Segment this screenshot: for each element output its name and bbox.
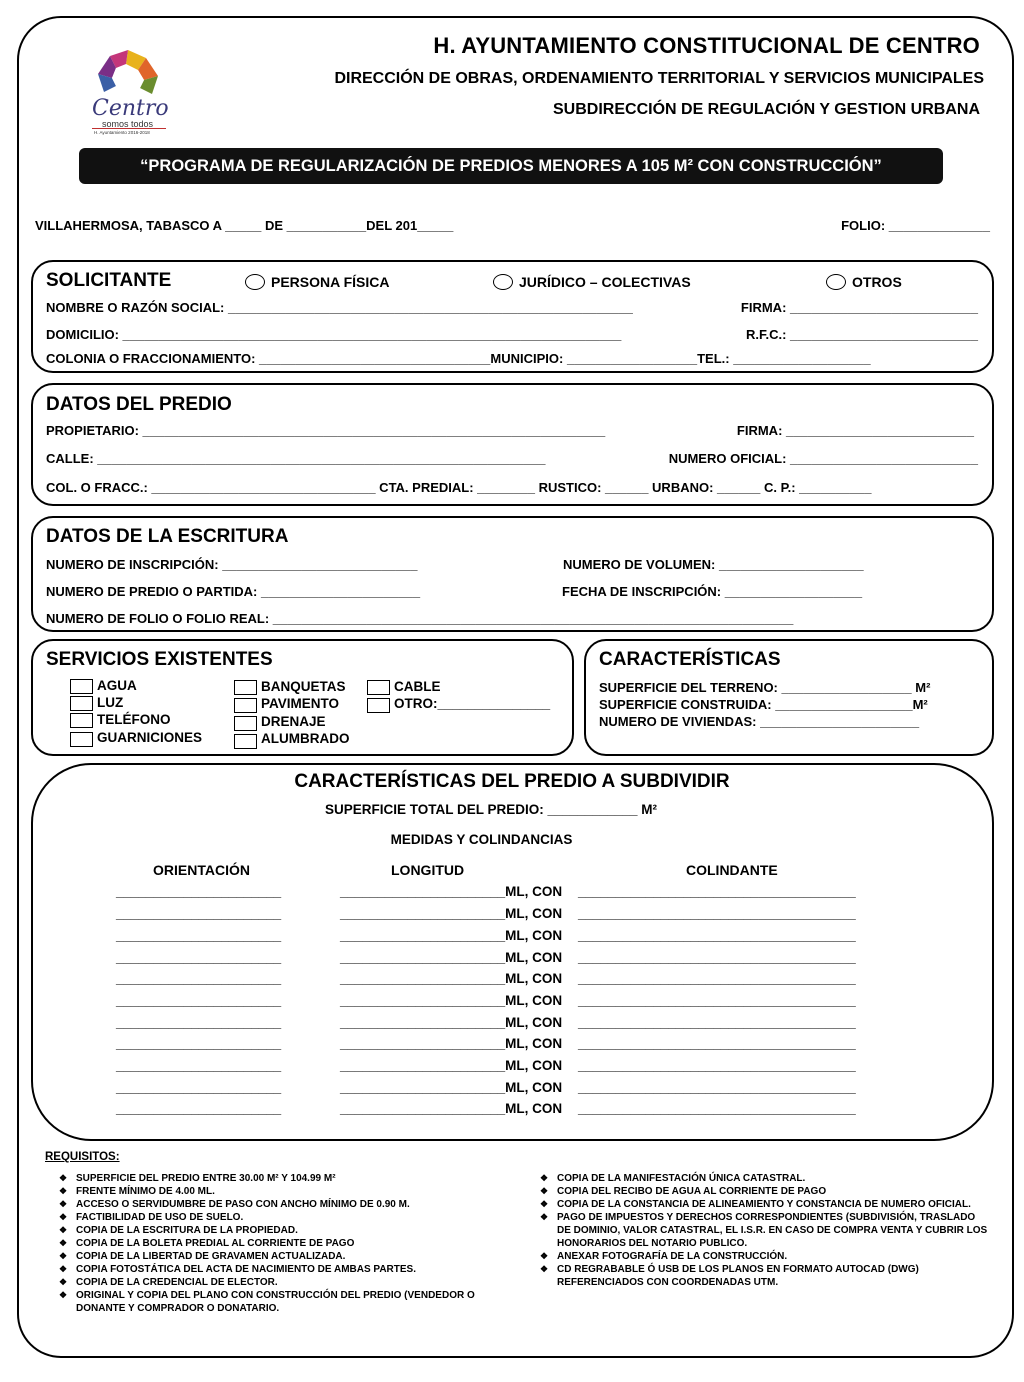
servicios-title: SERVICIOS EXISTENTES (46, 649, 273, 670)
label-pavimento: PAVIMENTO (261, 696, 340, 711)
servicios-section (31, 639, 574, 756)
label-banquetas: BANQUETAS (261, 679, 346, 694)
colindante-field[interactable]: _____________________________________ (578, 993, 856, 1008)
superficie-terreno-field[interactable]: SUPERFICIE DEL TERRENO: __________________ M² (599, 680, 931, 695)
longitud-field[interactable]: ______________________ML, CON (340, 1015, 563, 1030)
checkbox-agua[interactable] (70, 679, 93, 694)
numero-inscripcion-field[interactable]: NUMERO DE INSCRIPCIÓN: ___________________________ (46, 557, 418, 572)
superficie-construida-field[interactable]: SUPERFICIE CONSTRUIDA: ___________________M² (599, 697, 928, 712)
fecha-inscripcion-field[interactable]: FECHA DE INSCRIPCIÓN: ___________________ (562, 584, 863, 599)
otro-field[interactable]: OTRO:_______________ (394, 696, 551, 711)
checkbox-telefono[interactable] (70, 713, 93, 728)
datos-escritura-title: DATOS DE LA ESCRITURA (46, 526, 289, 547)
numero-volumen-field[interactable]: NUMERO DE VOLUMEN: ____________________ (563, 557, 864, 572)
label-alumbrado: ALUMBRADO (261, 731, 350, 746)
requisito-item: ❖ ACCESO O SERVIDUMBRE DE PASO CON ANCHO MÍNIMO DE 0.90 M. (53, 1198, 523, 1211)
date-place-field[interactable]: VILLAHERMOSA, TABASCO A _____ DE ___________DEL 201_____ (35, 218, 454, 233)
orientacion-field[interactable]: ______________________ (116, 884, 282, 899)
firma-predio-field[interactable]: FIRMA: __________________________ (736, 423, 974, 438)
calle-field[interactable]: CALLE: ______________________________________________________________ (46, 451, 546, 466)
label-agua: AGUA (97, 678, 137, 693)
colindante-field[interactable]: _____________________________________ (578, 971, 856, 986)
datos-escritura-section (31, 516, 994, 632)
orientacion-field[interactable]: ______________________ (116, 950, 282, 965)
checkbox-otro[interactable] (367, 698, 390, 713)
requisitos-title: REQUISITOS: (45, 1151, 120, 1163)
rfc-field[interactable]: R.F.C.: __________________________ (745, 327, 978, 342)
label-cable: CABLE (394, 679, 441, 694)
requisito-item: ❖ FACTIBILIDAD DE USO DE SUELO. (53, 1211, 523, 1224)
label-luz: LUZ (97, 695, 124, 710)
requisito-item: ❖ COPIA DE LA ESCRITURA DE LA PROPIEDAD. (53, 1224, 523, 1237)
radio-juridico-icon[interactable] (493, 274, 513, 290)
radio-otros-icon[interactable] (826, 274, 846, 290)
folio-real-field[interactable]: NUMERO DE FOLIO O FOLIO REAL: ________________________________________________________________________ (46, 611, 794, 626)
orientacion-field[interactable]: ______________________ (116, 993, 282, 1008)
longitud-field[interactable]: ______________________ML, CON (340, 928, 563, 943)
requisito-item: ❖ PAGO DE IMPUESTOS Y DERECHOS CORRESPONDIENTES (SUBDIVISIÓN, TRASLADO DE DOMINIO, VALOR CATASTRAL, EL I.S.R. EN CASO DE COMPRA VENTA Y CUBRIR LOS HONORARIOS DEL NOTARIO PUBLICO. (534, 1211, 988, 1250)
checkbox-banquetas[interactable] (234, 680, 257, 695)
caracteristicas-section (584, 639, 994, 756)
checkbox-drenaje[interactable] (234, 716, 257, 731)
checkbox-pavimento[interactable] (234, 698, 257, 713)
colindante-field[interactable]: _____________________________________ (578, 906, 856, 921)
option-otros[interactable]: OTROS (826, 274, 902, 290)
colindante-field[interactable]: _____________________________________ (578, 1080, 856, 1095)
requisito-item: ❖ CD REGRABABLE Ó USB DE LOS PLANOS EN FORMATO AUTOCAD (DWG) REFERENCIADOS CON COORDENADAS UTM. (534, 1263, 988, 1289)
orientacion-field[interactable]: ______________________ (116, 971, 282, 986)
page-subtitle-subdireccion: SUBDIRECCIÓN DE REGULACIÓN Y GESTION URBANA (553, 101, 980, 118)
option-persona-fisica[interactable]: PERSONA FÍSICA (245, 274, 390, 290)
logo-subtext: somos todos (102, 119, 154, 129)
longitud-field[interactable]: ______________________ML, CON (340, 1101, 563, 1116)
label-drenaje: DRENAJE (261, 714, 326, 729)
requisito-item: ❖ COPIA DE LA CONSTANCIA DE ALINEAMIENTO Y CONSTANCIA DE NUMERO OFICIAL. (534, 1198, 988, 1211)
option-juridico-colectivas[interactable]: JURÍDICO – COLECTIVAS (493, 274, 691, 290)
requisito-item: ❖ COPIA DE LA BOLETA PREDIAL AL CORRIENTE DE PAGO (53, 1237, 523, 1250)
requisito-item: ❖ COPIA DE LA CREDENCIAL DE ELECTOR. (53, 1276, 523, 1289)
domicilio-field[interactable]: DOMICILIO: _____________________________________________________________________ (46, 327, 622, 342)
colonia-municipio-tel-field[interactable]: COLONIA O FRACCIONAMIENTO: ________________________________MUNICIPIO: __________________TEL.: ___________________ (46, 351, 871, 366)
centro-logo (88, 46, 170, 138)
requisito-item: ❖ SUPERFICIE DEL PREDIO ENTRE 30.00 M² Y 104.99 M² (53, 1172, 523, 1185)
requisito-item: ❖ FRENTE MÍNIMO DE 4.00 ML. (53, 1185, 523, 1198)
label-guarniciones: GUARNICIONES (97, 730, 203, 745)
solicitante-section (31, 260, 994, 373)
checkbox-cable[interactable] (367, 680, 390, 695)
longitud-field[interactable]: ______________________ML, CON (340, 884, 563, 899)
datos-predio-section (31, 383, 994, 506)
checkbox-guarniciones[interactable] (70, 732, 93, 747)
colindante-field[interactable]: _____________________________________ (578, 1058, 856, 1073)
checkbox-alumbrado[interactable] (234, 734, 257, 749)
propietario-field[interactable]: PROPIETARIO: ________________________________________________________________ (46, 423, 606, 438)
folio-field[interactable]: FOLIO: ______________ (841, 218, 990, 233)
longitud-field[interactable]: ______________________ML, CON (340, 971, 563, 986)
requisitos-list-right (534, 1172, 988, 1289)
numero-viviendas-field[interactable]: NUMERO DE VIVIENDAS: ______________________ (599, 714, 920, 729)
orientacion-field[interactable]: ______________________ (116, 906, 282, 921)
nombre-field[interactable]: NOMBRE O RAZÓN SOCIAL: ________________________________________________________ (46, 300, 633, 315)
datos-predio-title: DATOS DEL PREDIO (46, 394, 232, 415)
superficie-total-field[interactable]: SUPERFICIE TOTAL DEL PREDIO: ____________ M² (324, 802, 658, 817)
requisito-item: ❖ COPIA DE LA LIBERTAD DE GRAVAMEN ACTUALIZADA. (53, 1250, 523, 1263)
label-telefono: TELÉFONO (97, 712, 171, 727)
requisito-item: ❖ ANEXAR FOTOGRAFÍA DE LA CONSTRUCCIÓN. (534, 1250, 988, 1263)
orientacion-field[interactable]: ______________________ (116, 1101, 282, 1116)
longitud-field[interactable]: ______________________ML, CON (340, 1058, 563, 1073)
orientacion-field[interactable]: ______________________ (116, 928, 282, 943)
numero-oficial-field[interactable]: NUMERO OFICIAL: __________________________ (668, 451, 978, 466)
logo-text: Centro (92, 96, 169, 121)
longitud-field[interactable]: ______________________ML, CON (340, 993, 563, 1008)
header-longitud: LONGITUD (391, 862, 465, 878)
colindante-field[interactable]: _____________________________________ (578, 1015, 856, 1030)
longitud-field[interactable]: ______________________ML, CON (340, 906, 563, 921)
colindante-field[interactable]: _____________________________________ (578, 1036, 856, 1051)
requisito-item: ❖ COPIA DE LA MANIFESTACIÓN ÚNICA CATASTRAL. (534, 1172, 988, 1185)
caracteristicas-title: CARACTERÍSTICAS (599, 649, 781, 670)
program-banner: “PROGRAMA DE REGULARIZACIÓN DE PREDIOS MENORES A 105 M² CON CONSTRUCCIÓN” (79, 148, 943, 184)
firma-solicitante-field[interactable]: FIRMA: __________________________ (740, 300, 978, 315)
medidas-colindancias-heading: MEDIDAS Y COLINDANCIAS (390, 832, 573, 847)
subdividir-title: CARACTERÍSTICAS DEL PREDIO A SUBDIVIDIR (294, 771, 730, 792)
logo-small-text: H. Ayuntamiento 2016-2018 (94, 130, 150, 135)
col-predial-cp-field[interactable]: COL. O FRACC.: _______________________________ CTA. PREDIAL: ________ RUSTICO: ______ URBANO: ______ C. P.: __________ (46, 480, 872, 495)
colindante-field[interactable]: _____________________________________ (578, 928, 856, 943)
colindante-field[interactable]: _____________________________________ (578, 950, 856, 965)
orientacion-field[interactable]: ______________________ (116, 1036, 282, 1051)
orientacion-field[interactable]: ______________________ (116, 1015, 282, 1030)
colindante-field[interactable]: _____________________________________ (578, 1101, 856, 1116)
colindante-field[interactable]: _____________________________________ (578, 884, 856, 899)
page-subtitle-direccion: DIRECCIÓN DE OBRAS, ORDENAMIENTO TERRITORIAL Y SERVICIOS MUNICIPALES (334, 70, 984, 87)
radio-persona-fisica-icon[interactable] (245, 274, 265, 290)
checkbox-luz[interactable] (70, 696, 93, 711)
header-orientacion: ORIENTACIÓN (153, 862, 250, 878)
longitud-field[interactable]: ______________________ML, CON (340, 1036, 563, 1051)
header-colindante: COLINDANTE (686, 862, 778, 878)
numero-predio-field[interactable]: NUMERO DE PREDIO O PARTIDA: ______________________ (46, 584, 421, 599)
longitud-field[interactable]: ______________________ML, CON (340, 950, 563, 965)
longitud-field[interactable]: ______________________ML, CON (340, 1080, 563, 1095)
requisito-item: ❖ COPIA DEL RECIBO DE AGUA AL CORRIENTE DE PAGO (534, 1185, 988, 1198)
requisitos-list-left (53, 1172, 523, 1315)
orientacion-field[interactable]: ______________________ (116, 1080, 282, 1095)
orientacion-field[interactable]: ______________________ (116, 1058, 282, 1073)
solicitante-title: SOLICITANTE (46, 270, 172, 291)
requisito-item: ❖ COPIA FOTOSTÁTICA DEL ACTA DE NACIMIENTO DE AMBAS PARTES. (53, 1263, 523, 1276)
page-title: H. AYUNTAMIENTO CONSTITUCIONAL DE CENTRO (433, 33, 980, 58)
requisito-item: ❖ ORIGINAL Y COPIA DEL PLANO CON CONSTRUCCIÓN DEL PREDIO (VENDEDOR O DONANTE Y COMPRADOR O DONATARIO. (53, 1289, 523, 1315)
